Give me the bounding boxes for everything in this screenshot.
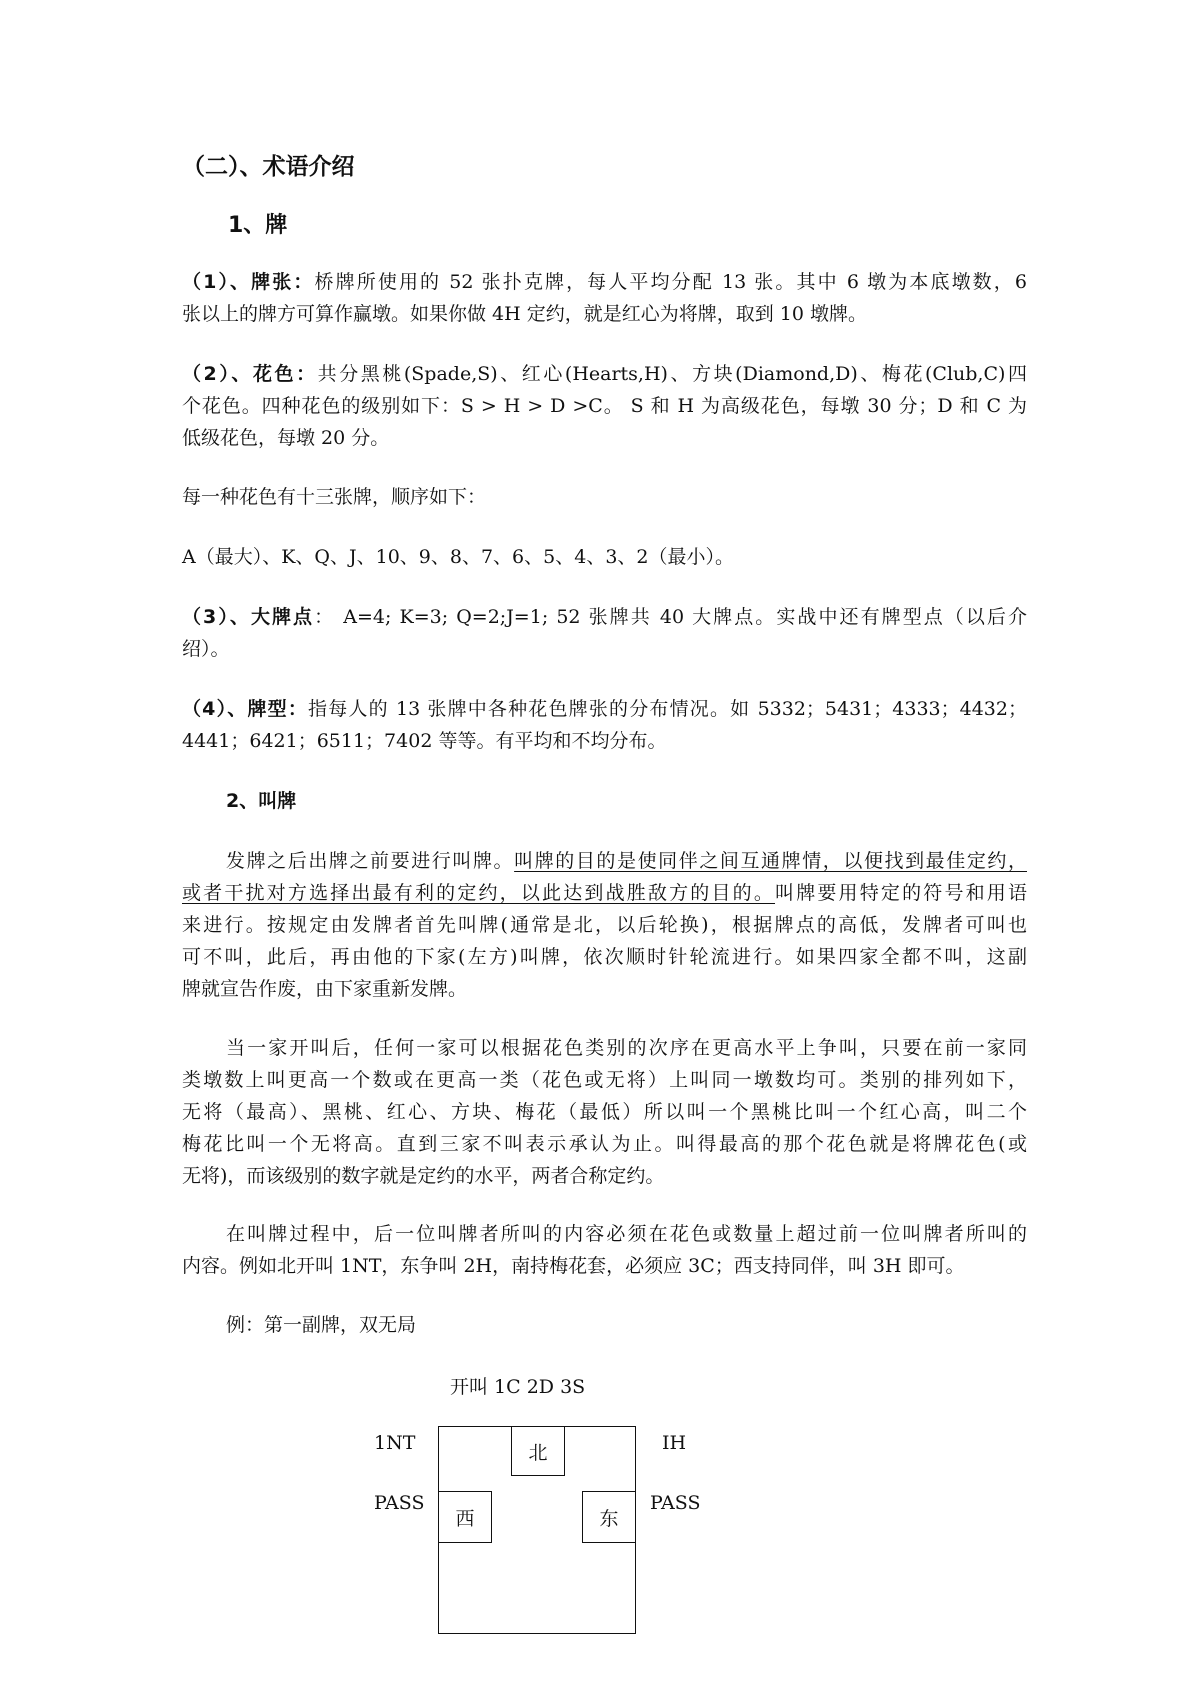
para-text: 张以上的牌方可算作赢墩。如果你做 4H 定约，就是红心为将牌，取到 10 墩牌。 — [182, 303, 867, 325]
subsection-title-bidding: 2、叫牌 — [226, 790, 297, 812]
seat-west: 西 — [438, 1491, 492, 1543]
paragraph-card-count — [182, 266, 1027, 330]
para-text: 共分黑桃(Spade,S)、红心(Hearts,H)、方块(Diamond,D)、梅花(Club,C)四 — [317, 363, 1027, 385]
para-text: 桥牌所使用的 52 张扑克牌，每人平均分配 13 张。其中 6 墩为本底墩数，6 — [314, 271, 1027, 293]
underlined-text: 叫牌的目的是使同伴之间互通牌情，以便找到最佳定约， — [514, 850, 1027, 872]
para-text: ： A=4; K=3; Q=2;J=1; 52 张牌共 40 大牌点。实战中还有牌型点（以后介 — [314, 606, 1027, 628]
para-text: 内容。例如北开叫 1NT，东争叫 2H，南持梅花套，必须应 3C；西支持同伴，叫 3H 即可。 — [182, 1255, 965, 1277]
term-label: （4）、牌型： — [182, 698, 309, 720]
para-text: 在叫牌过程中，后一位叫牌者所叫的内容必须在花色或数量上超过前一位叫牌者所叫的 — [226, 1223, 1027, 1245]
diagram-left-bottom-bid: PASS — [374, 1492, 425, 1514]
para-text: 发牌之后出牌之前要进行叫牌。 — [226, 850, 515, 872]
para-text: 个花色。四种花色的级别如下：S > H > D >C。 S 和 H 为高级花色，每墩 30 分；D 和 C 为 — [182, 395, 1027, 417]
paragraph-bidding-process — [182, 1218, 1027, 1282]
order-intro: 每一种花色有十三张牌，顺序如下： — [182, 486, 487, 508]
para-text: 4441；6421；6511；7402 等等。有平均和不均分布。 — [182, 730, 667, 752]
para-text: 绍）。 — [182, 638, 230, 660]
seat-north: 北 — [511, 1426, 565, 1476]
para-text: 当一家开叫后，任何一家可以根据花色类别的次序在更高水平上争叫，只要在前一家同 — [226, 1037, 1027, 1059]
paragraph-suits — [182, 358, 1027, 454]
section-title: （二）、术语介绍 — [182, 154, 355, 180]
para-text: 可不叫，此后，再由他的下家(左方)叫牌，依次顺时针轮流进行。如果四家全都不叫，这副 — [182, 946, 1027, 968]
paragraph-overcall-rules — [182, 1032, 1027, 1192]
diagram-right-bottom-bid: PASS — [650, 1492, 701, 1514]
subsection-title-cards: 1、牌 — [228, 213, 288, 238]
term-label: （3）、大牌点 — [182, 606, 315, 628]
para-text: 来进行。按规定由发牌者首先叫牌(通常是北，以后轮换)，根据牌点的高低，发牌者可叫也 — [182, 914, 1027, 936]
para-text: 无将（最高）、黑桃、红心、方块、梅花（最低）所以叫一个黑桃比叫一个红心高，叫二个 — [182, 1101, 1027, 1123]
term-label: （2）、花色： — [182, 363, 318, 385]
para-text: 梅花比叫一个无将高。直到三家不叫表示承认为止。叫得最高的那个花色就是将牌花色(或 — [182, 1133, 1027, 1155]
example-label: 例：第一副牌，双无局 — [226, 1314, 417, 1336]
diagram-top-label: 开叫 1C 2D 3S — [450, 1376, 586, 1398]
paragraph-distribution — [182, 693, 1027, 757]
para-text: 类墩数上叫更高一个数或在更高一类（花色或无将）上叫同一墩数均可。类别的排列如下， — [182, 1069, 1027, 1091]
card-order: A（最大）、K、Q、J、10、9、8、7、6、5、4、3、2（最小）。 — [182, 546, 734, 568]
seat-east: 东 — [582, 1491, 636, 1543]
term-label: （1）、牌张： — [182, 271, 315, 293]
diagram-right-top-bid: IH — [662, 1432, 687, 1454]
paragraph-high-card-points — [182, 601, 1027, 665]
paragraph-bidding-intro — [182, 845, 1027, 1005]
para-text: 牌就宣告作废，由下家重新发牌。 — [182, 978, 468, 1000]
underlined-text: 或者干扰对方选择出最有利的定约，以此达到战胜敌方的目的。 — [182, 882, 776, 904]
para-text: 无将)，而该级别的数字就是定约的水平，两者合称定约。 — [182, 1165, 665, 1187]
para-text: 叫牌要用特定的符号和用语 — [775, 882, 1027, 904]
para-text: 低级花色，每墩 20 分。 — [182, 427, 390, 449]
para-text: 指每人的 13 张牌中各种花色牌张的分布情况。如 5332；5431；4333；4432； — [308, 698, 1027, 720]
diagram-left-top-bid: 1NT — [374, 1432, 416, 1454]
